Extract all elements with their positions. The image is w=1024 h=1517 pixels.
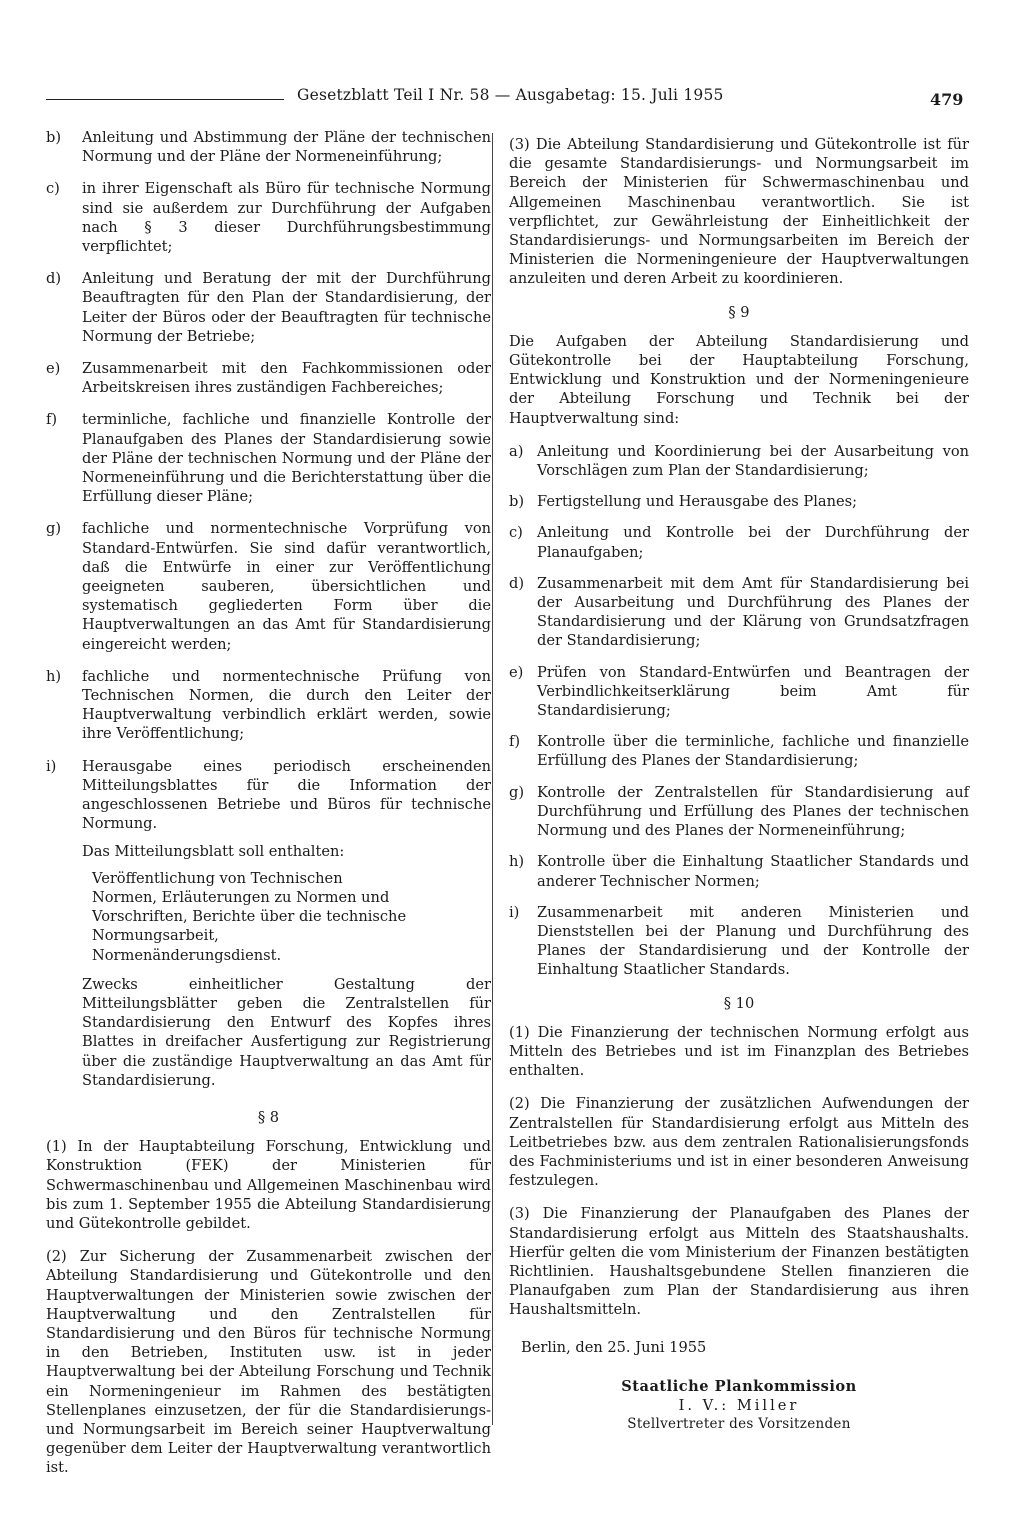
page-number: 479 — [930, 90, 964, 109]
mitteilungsblatt-list: Veröffentlichung von Technischen Normen, Erläuterungen zu Normen und Vorschriften, Berichte über die technische Normungsarbeit, Normenänderungsdienst. — [92, 869, 407, 964]
mitteilungsblatt-block — [82, 842, 491, 1090]
list-item: b) Anleitung und Abstimmung der Pläne der technischen Normung und der Pläne der Normeneinführung; — [46, 129, 491, 166]
list-item: a) Anleitung und Koordinierung bei der Ausarbeitung von Vorschlägen zum Plan der Standardisierung; — [509, 442, 969, 480]
signature-block — [509, 1377, 969, 1435]
section-10-paragraph-2: (2) Die Finanzierung der zusätzlichen Aufwendungen der Zentralstellen für Standardisierung erfolgt aus Mitteln des Leitbetriebes bzw. aus dem zentralen Rationalisierungsfonds des Fachministeriums und ist in einer besonderen Anweisung festzulegen. — [509, 1095, 969, 1190]
list-item: i) Herausgabe eines periodisch erscheinenden Mitteilungsblattes für die Information der angeschlossenen Betriebe und Büros für technische Normung. — [46, 757, 491, 833]
section-9-intro: Die Aufgaben der Abteilung Standardisierung und Gütekontrolle bei der Hauptabteilung Forschung, Entwicklung und Konstruktion und der Normeningenieure der Abteilung Forschung und Technik bei der Hauptverwaltung sind: — [509, 332, 969, 427]
list-item: h) fachliche und normentechnische Prüfung von Technischen Normen, die durch den Leiter der Hauptverwaltung verbindlich erklärt werden, sowie ihre Veröffentlichung; — [46, 667, 491, 743]
section-8-heading: § 8 — [257, 1108, 280, 1126]
zwecks-paragraph: Zwecks einheitlicher Gestaltung der Mitteilungsblätter geben die Zentralstellen für Standardisierung den Entwurf des Kopfes ihres Blattes in dreifacher Ausfertigung zur Registrierung über die zuständige Hauptverwaltung an das Amt für Standardisierung. — [82, 975, 491, 1089]
list-item: f) Kontrolle über die terminliche, fachliche und finanzielle Erfüllung des Planes der Standardisierung; — [509, 733, 969, 770]
section-10-paragraph-3: (3) Die Finanzierung der Planaufgaben des Planes der Standardisierung erfolgt aus Mitteln des Staatshaushalts. Hierfür gelten die vom Ministerium der Finanzen bestätigten Richtlinien. Haushaltsgebundene Stellen finanzieren die Planaufgaben zum Plan der Standardisierung aus ihren Haushaltsmitteln. — [509, 1205, 969, 1319]
right-column — [509, 135, 969, 1434]
list-item: g) Kontrolle der Zentralstellen für Standardisierung auf Durchführung und Erfüllung des Planes der technischen Normung und des Planes der Normeneinführung; — [509, 783, 969, 840]
list-item: g) fachliche und normentechnische Vorprüfung von Standard-Entwürfen. Sie sind dafür verantwortlich, daß die Entwürfe in einer zur Veröffentlichung geeigneten sauberen, übersichtlichen und systematisch gegliederten Form über die Hauptverwaltungen an das Amt für Standardisierung eingereicht werden; — [46, 520, 491, 653]
left-column — [46, 128, 491, 1492]
section-8-paragraph-2: (2) Zur Sicherung der Zusammenarbeit zwischen der Abteilung Standardisierung und Gütekontrolle und den Hauptverwaltungen der Ministerien sowie zwischen der Hauptverwaltung und den Zentralstellen für Standardisierung und den Büros für technische Normung in den Betrieben, Instituten usw. ist in jeder Hauptverwaltung bei der Abteilung Forschung und Technik ein Normeningenieur im Rahmen des bestätigten Stellenplanes einzusetzen, der für die Standardisierungs- und Normungsarbeit im Bereich seiner Hauptverwaltung gegenüber dem Leiter der Hauptverwaltung verantwortlich ist. — [46, 1248, 491, 1477]
list-item: i) Zusammenarbeit mit anderen Ministerien und Dienststellen bei der Planung und Durchführung des Planes der Standardisierung und der Kontrolle der Einhaltung Staatlicher Standards. — [509, 903, 969, 979]
signature-org: Staatliche Plankommission — [621, 1377, 857, 1395]
column-divider — [492, 133, 493, 1425]
list-item: d) Zusammenarbeit mit dem Amt für Standardisierung bei der Ausarbeitung und Durchführung des Planes der Standardisierung und der Klärung von Grundsatzfragen der Standardisierung; — [509, 574, 969, 650]
list-item: b) Fertigstellung und Herausgabe des Planes; — [509, 493, 858, 511]
section-8-paragraph-1: (1) In der Hauptabteilung Forschung, Entwicklung und Konstruktion (FEK) der Ministerien für Schwermaschinenbau und Allgemeinen Maschinenbau wird bis zum 1. September 1955 die Abteilung Standardisierung und Gütekontrolle gebildet. — [46, 1138, 491, 1232]
list-item: h) Kontrolle über die Einhaltung Staatlicher Standards und anderer Technischer Normen; — [509, 853, 969, 890]
list-item: c) Anleitung und Kontrolle bei der Durchführung der Planaufgaben; — [509, 524, 969, 561]
header-title: Gesetzblatt Teil I Nr. 58 — Ausgabetag: 15. Juli 1955 — [297, 86, 724, 104]
header-rule — [46, 99, 284, 100]
section-10-paragraph-1: (1) Die Finanzierung der technischen Normung erfolgt aus Mitteln des Betriebes und ist im Finanzplan des Betriebes enthalten. — [509, 1023, 969, 1080]
section-8-paragraph-3: (3) Die Abteilung Standardisierung und Gütekontrolle ist für die gesamte Standardisierungs- und Normungsarbeit im Bereich der Ministerien für Schwermaschinenbau und Allgemeinen Maschinenbau verantwortlich. Sie ist verpflichtet, zur Gewährleistung der Einheitlichkeit der Standardisierungs- und Normungsarbeiten im Bereich der Ministerien die Normeningenieure der Hauptverwaltungen anzuleiten und deren Arbeit zu koordinieren. — [509, 136, 969, 288]
list-item: c) in ihrer Eigenschaft als Büro für technische Normung sind sie außerdem zur Durchführung der Aufgaben nach § 3 dieser Durchführungsbestimmung verpflichtet; — [46, 180, 491, 256]
signature-role: Stellvertreter des Vorsitzenden — [627, 1416, 851, 1433]
section-9-heading: § 9 — [728, 303, 750, 321]
page-header — [30, 80, 992, 112]
list-item: e) Prüfen von Standard-Entwürfen und Beantragen der Verbindlichkeitserklärung beim Amt für Standardisierung; — [509, 663, 969, 720]
date-line: Berlin, den 25. Juni 1955 — [521, 1338, 707, 1356]
list-item: d) Anleitung und Beratung der mit der Durchführung Beauftragten für den Plan der Standardisierung, der Leiter der Büros oder der Beauftragten für technische Normung der Betriebe; — [46, 270, 491, 345]
list-item: f) terminliche, fachliche und finanzielle Kontrolle der Planaufgaben des Planes der Standardisierung sowie der Pläne der technischen Normung und der Pläne der Normeneinführung und die Berichterstattung über die Erfüllung dieser Pläne; — [46, 411, 491, 506]
list-item: e) Zusammenarbeit mit den Fachkommissionen oder Arbeitskreisen ihres zuständigen Fachbereiches; — [46, 360, 491, 397]
section-10-heading: § 10 — [723, 994, 755, 1012]
mitteilungsblatt-intro: Das Mitteilungsblatt soll enthalten: — [82, 842, 345, 860]
signature-name: I. V.: Miller — [678, 1396, 800, 1414]
